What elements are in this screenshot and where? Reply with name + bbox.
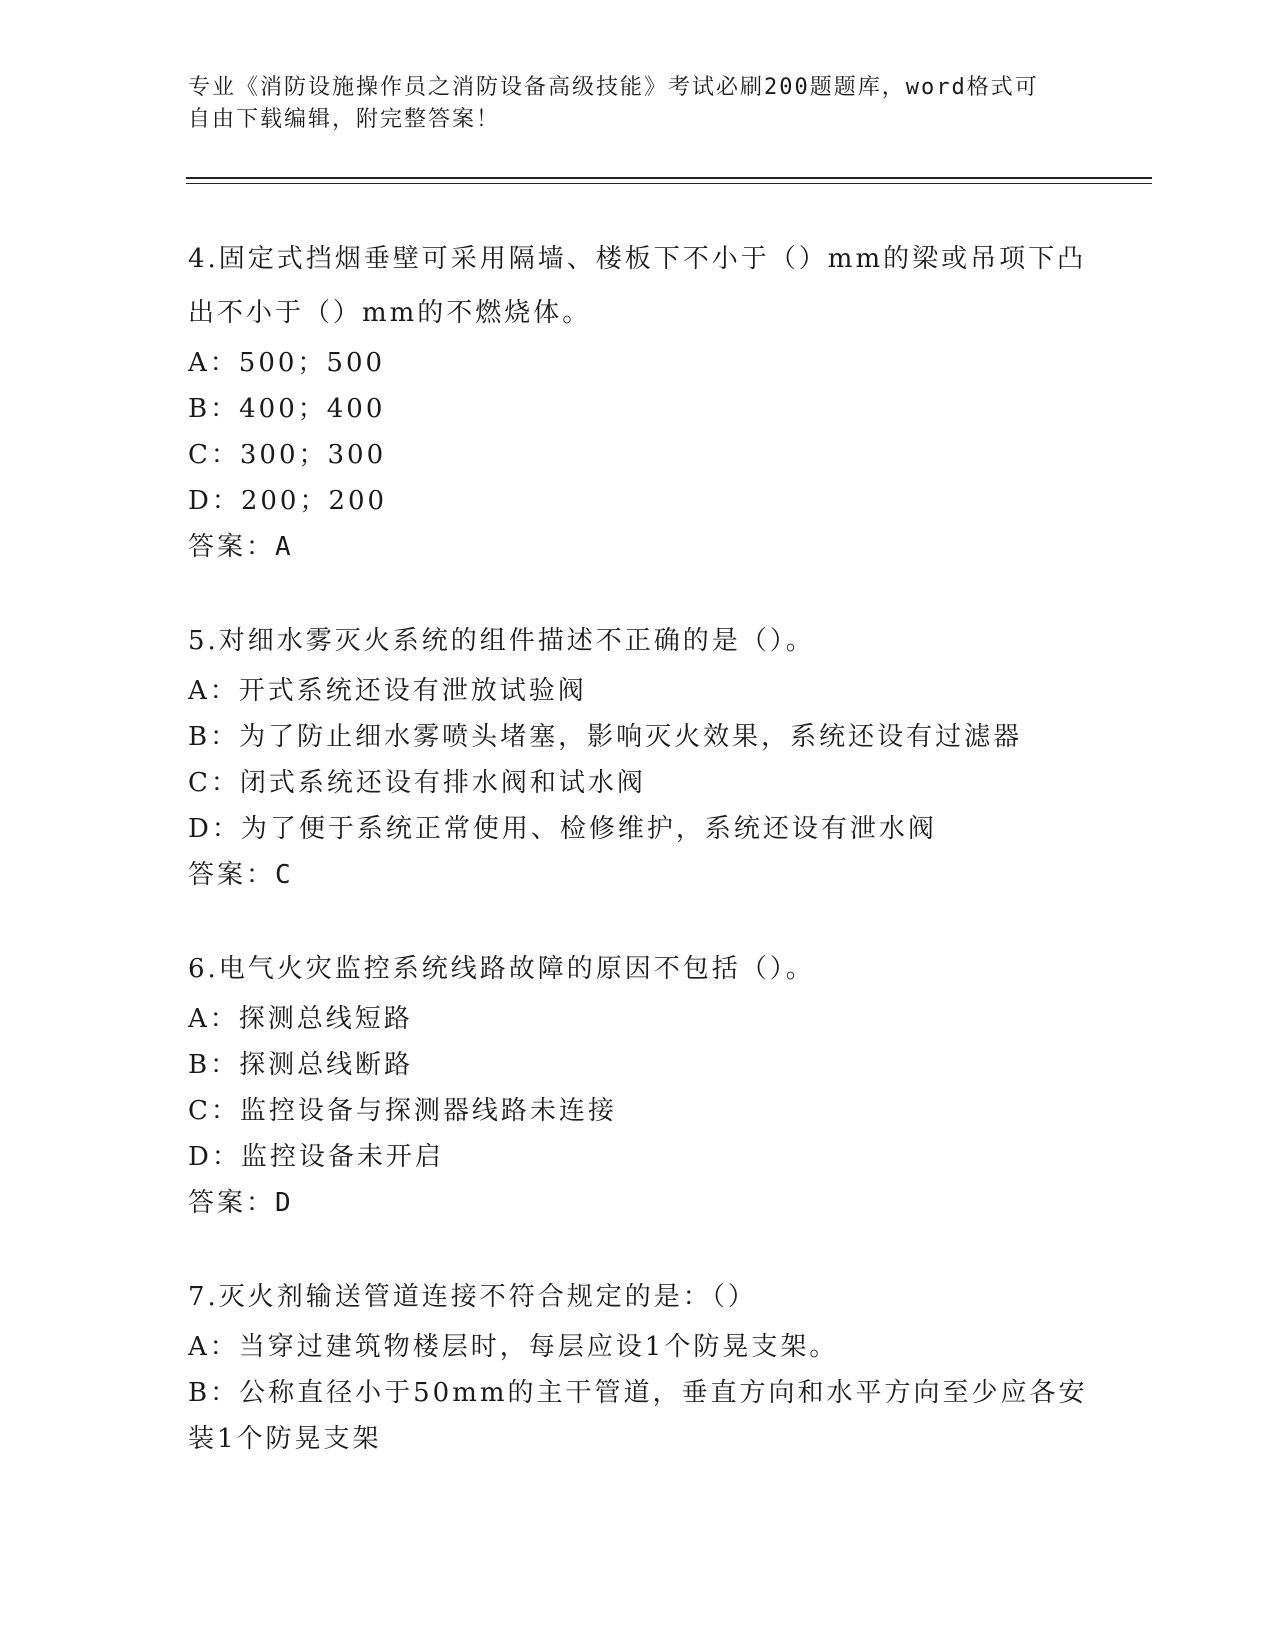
document-header [188, 72, 1088, 136]
option-c: C：闭式系统还设有排水阀和试水阀 [188, 768, 646, 798]
option-d: D：为了便于系统正常使用、检修维护，系统还设有泄水阀 [188, 814, 937, 844]
option-b: B：探测总线断路 [188, 1050, 414, 1080]
option-a: A：探测总线短路 [188, 1004, 413, 1034]
answer: 答案：A [188, 532, 294, 562]
option-b: B：400；400 [188, 394, 386, 424]
answer: 答案：D [188, 1188, 294, 1218]
option-c: C：300；300 [188, 440, 387, 470]
option-d: D：监控设备未开启 [188, 1142, 444, 1172]
question-list [188, 232, 1088, 1506]
question-4 [188, 232, 1088, 570]
question-stem: 7.灭火剂输送管道连接不符合规定的是：（） [188, 1282, 757, 1312]
question-stem: 4.固定式挡烟垂壁可采用隔墙、楼板下不小于（）mm的梁或吊项下凸 [188, 244, 1087, 274]
header-line-1: 专业《消防设施操作员之消防设备高级技能》考试必刷200题题库，word格式可 [188, 75, 1039, 100]
option-a: A：当穿过建筑物楼层时，每层应设1个防晃支架。 [188, 1332, 839, 1362]
option-c: C：监控设备与探测器线路未连接 [188, 1096, 617, 1126]
header-line-2: 自由下载编辑，附完整答案！ [188, 107, 501, 132]
option-b: B：公称直径小于50mm的主干管道，垂直方向和水平方向至少应各安 [188, 1378, 1088, 1408]
question-stem: 6.电气火灾监控系统线路故障的原因不包括（）。 [188, 954, 815, 984]
option-b-continued: 装1个防晃支架 [188, 1424, 382, 1454]
option-d: D：200；200 [188, 486, 388, 516]
question-6 [188, 942, 1088, 1226]
header-divider-thick [186, 177, 1152, 179]
header-divider-thin [186, 183, 1152, 184]
question-7 [188, 1270, 1088, 1462]
option-a: A：开式系统还设有泄放试验阀 [188, 676, 587, 706]
question-5 [188, 614, 1088, 898]
question-stem: 出不小于（）mm的不燃烧体。 [188, 298, 592, 328]
option-a: A：500；500 [188, 348, 386, 378]
answer: 答案：C [188, 860, 294, 890]
option-b: B：为了防止细水雾喷头堵塞，影响灭火效果，系统还设有过滤器 [188, 722, 1023, 752]
question-stem: 5.对细水雾灭火系统的组件描述不正确的是（）。 [188, 626, 815, 656]
